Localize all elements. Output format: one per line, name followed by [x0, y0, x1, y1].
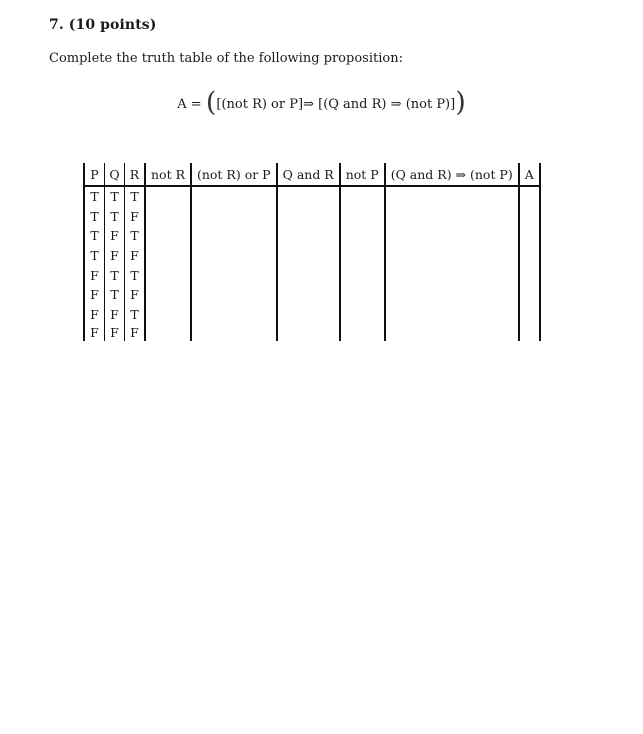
formula-part-2: (Q and R) — [323, 97, 387, 112]
formula-part-3: (not P) — [405, 97, 451, 112]
column-header-q: Q — [105, 163, 125, 186]
table-header-row — [84, 163, 540, 186]
cell-q: F — [105, 246, 125, 266]
problem-instruction: Complete the truth table of the following proposition: — [49, 51, 403, 66]
formula-implies-1: ⇒ — [303, 97, 314, 112]
cell-a[interactable] — [519, 305, 540, 325]
cell-not-r[interactable] — [145, 246, 191, 266]
cell-implication[interactable] — [385, 207, 519, 227]
cell-p: T — [84, 246, 105, 266]
cell-r: F — [125, 285, 146, 305]
cell-p: F — [84, 324, 105, 341]
problem-heading: 7. (10 points) — [49, 17, 157, 33]
cell-not-r-or-p[interactable] — [191, 265, 277, 285]
table-row — [84, 265, 540, 285]
cell-q-and-r[interactable] — [277, 226, 340, 246]
cell-not-p[interactable] — [340, 226, 385, 246]
cell-not-r[interactable] — [145, 324, 191, 341]
cell-implication[interactable] — [385, 186, 519, 207]
formula-open-bracket-1: [ — [216, 97, 222, 112]
cell-q: T — [105, 265, 125, 285]
cell-r: F — [125, 324, 146, 341]
formula-part-1: (not R) or P — [221, 97, 298, 112]
cell-not-r-or-p[interactable] — [191, 226, 277, 246]
formula-outer-open-paren: ( — [205, 87, 217, 118]
cell-not-p[interactable] — [340, 324, 385, 341]
cell-r: T — [125, 305, 146, 325]
cell-q-and-r[interactable] — [277, 186, 340, 207]
cell-implication[interactable] — [385, 285, 519, 305]
cell-q-and-r[interactable] — [277, 285, 340, 305]
cell-q: T — [105, 207, 125, 227]
column-header-implication: (Q and R) ⇒ (not P) — [385, 163, 519, 186]
table-row — [84, 186, 540, 207]
cell-p: T — [84, 226, 105, 246]
cell-q-and-r[interactable] — [277, 305, 340, 325]
cell-r: T — [125, 226, 146, 246]
column-header-a: A — [519, 163, 540, 186]
cell-not-r[interactable] — [145, 186, 191, 207]
table-row — [84, 305, 540, 325]
cell-not-p[interactable] — [340, 265, 385, 285]
column-header-r: R — [125, 163, 146, 186]
table-row — [84, 324, 540, 341]
cell-q: F — [105, 305, 125, 325]
cell-q: F — [105, 324, 125, 341]
cell-p: F — [84, 285, 105, 305]
truth-table — [83, 163, 541, 341]
cell-a[interactable] — [519, 324, 540, 341]
cell-q: T — [105, 285, 125, 305]
cell-p: F — [84, 265, 105, 285]
cell-not-r-or-p[interactable] — [191, 324, 277, 341]
cell-q-and-r[interactable] — [277, 207, 340, 227]
formula-lhs: A — [177, 97, 187, 112]
cell-r: T — [125, 186, 146, 207]
column-header-not-p: not P — [340, 163, 385, 186]
column-header-p: P — [84, 163, 105, 186]
formula-equals: = — [190, 97, 202, 112]
cell-q-and-r[interactable] — [277, 324, 340, 341]
cell-p: T — [84, 186, 105, 207]
cell-q-and-r[interactable] — [277, 265, 340, 285]
cell-r: F — [125, 207, 146, 227]
cell-not-r-or-p[interactable] — [191, 285, 277, 305]
cell-implication[interactable] — [385, 226, 519, 246]
column-header-not-r-or-p: (not R) or P — [191, 163, 277, 186]
cell-p: T — [84, 207, 105, 227]
cell-not-p[interactable] — [340, 186, 385, 207]
cell-a[interactable] — [519, 186, 540, 207]
cell-not-r[interactable] — [145, 305, 191, 325]
cell-not-p[interactable] — [340, 305, 385, 325]
cell-not-p[interactable] — [340, 285, 385, 305]
formula-close-bracket-2: ] — [450, 97, 456, 112]
cell-not-r[interactable] — [145, 265, 191, 285]
table-row — [84, 246, 540, 266]
cell-implication[interactable] — [385, 246, 519, 266]
cell-not-r-or-p[interactable] — [191, 186, 277, 207]
cell-r: F — [125, 246, 146, 266]
cell-not-r[interactable] — [145, 207, 191, 227]
cell-not-r-or-p[interactable] — [191, 207, 277, 227]
cell-implication[interactable] — [385, 324, 519, 341]
cell-not-r[interactable] — [145, 285, 191, 305]
cell-not-p[interactable] — [340, 207, 385, 227]
cell-not-r[interactable] — [145, 226, 191, 246]
column-header-q-and-r: Q and R — [277, 163, 340, 186]
cell-a[interactable] — [519, 285, 540, 305]
table-row — [84, 285, 540, 305]
cell-not-r-or-p[interactable] — [191, 246, 277, 266]
column-header-not-r: not R — [145, 163, 191, 186]
cell-q-and-r[interactable] — [277, 246, 340, 266]
cell-p: F — [84, 305, 105, 325]
cell-implication[interactable] — [385, 305, 519, 325]
cell-not-p[interactable] — [340, 246, 385, 266]
formula-outer-close-paren: ) — [455, 87, 466, 118]
formula-implies-2: ⇒ — [390, 97, 402, 112]
table-row — [84, 226, 540, 246]
cell-q: F — [105, 226, 125, 246]
cell-a[interactable] — [519, 265, 540, 285]
cell-a[interactable] — [519, 246, 540, 266]
cell-implication[interactable] — [385, 265, 519, 285]
proposition-formula — [0, 88, 643, 120]
formula-close-bracket-1: ] — [297, 97, 304, 112]
cell-not-r-or-p[interactable] — [191, 305, 277, 325]
formula-open-bracket-2: [ — [318, 97, 324, 112]
cell-a[interactable] — [519, 207, 540, 227]
cell-q: T — [105, 186, 125, 207]
cell-r: T — [125, 265, 146, 285]
table-row — [84, 207, 540, 227]
cell-a[interactable] — [519, 226, 540, 246]
